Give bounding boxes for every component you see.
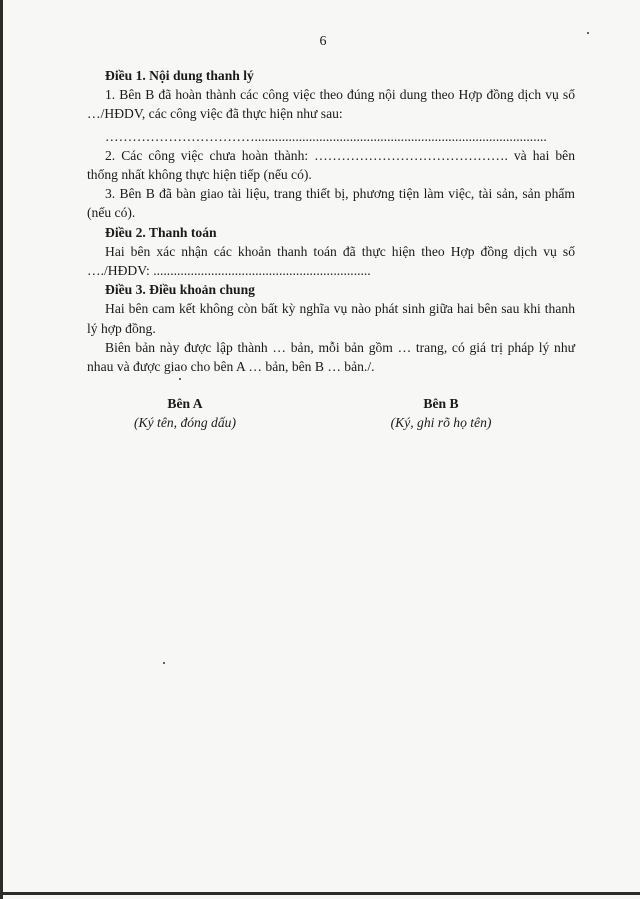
paragraph: Biên bản này được lập thành … bản, mỗi bản gồm … trang, có giá trị pháp lý như nhau và được giao cho bên A … bản, bên B … bản./. [87, 339, 575, 375]
paragraph: 3. Bên B đã bàn giao tài liệu, trang thiết bị, phương tiện làm việc, tài sản, sản phẩm (nếu có). [87, 186, 575, 221]
party-b-title: Bên B [423, 396, 459, 411]
page-number: 6 [319, 34, 327, 49]
party-a-title: Bên A [167, 396, 203, 411]
paragraph: Hai bên xác nhận các khoản thanh toán đã thực hiện theo Hợp đồng dịch vụ số …./HĐDV: ................................................................ [87, 243, 575, 279]
document-body [87, 66, 575, 376]
signature-block-party-b [361, 394, 521, 432]
signature-block-party-a [105, 394, 265, 432]
paragraph: Hai bên cam kết không còn bất kỳ nghĩa vụ nào phát sinh giữa hai bên sau khi thanh lý hợp đồng. [87, 301, 575, 336]
party-a-note: (Ký tên, đóng dấu) [134, 415, 236, 430]
dotted-fill-line: ……………………………...................................................................................... [105, 128, 547, 144]
scan-speck [179, 378, 181, 380]
paragraph: 2. Các công việc chưa hoàn thành: ……………………………………. và hai bên thống nhất không thực hiện tiếp (nếu có). [87, 147, 575, 183]
scan-speck [163, 662, 165, 664]
section-heading: Điều 2. Thanh toán [105, 224, 217, 240]
paragraph: 1. Bên B đã hoàn thành các công việc theo đúng nội dung theo Hợp đồng dịch vụ số …/HĐDV, các công việc đã thực hiện như sau: [87, 87, 575, 122]
section-heading: Điều 1. Nội dung thanh lý [105, 68, 254, 83]
scan-speck [587, 32, 589, 34]
section-heading: Điều 3. Điều khoản chung [105, 282, 255, 298]
party-b-note: (Ký, ghi rõ họ tên) [390, 415, 492, 430]
scan-edge-line [3, 892, 640, 895]
